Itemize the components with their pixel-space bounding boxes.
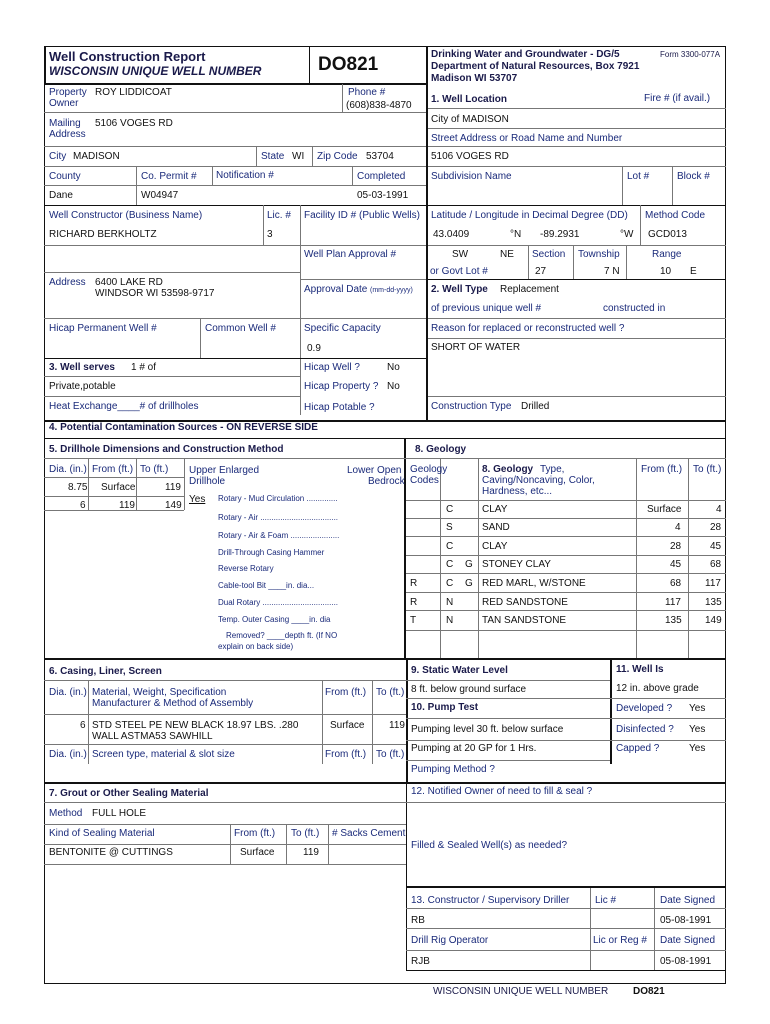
reason-label: Reason for replaced or reconstructed well ? [431, 323, 625, 334]
business-label: Well Constructor (Business Name) [49, 210, 203, 221]
drill-method-item: Rotary - Air ................................... [218, 513, 339, 522]
screen-label: Screen type, material & slot size [92, 749, 235, 760]
completed-label: Completed [357, 171, 406, 182]
grout-title: 7. Grout or Other Sealing Material [49, 788, 209, 799]
township: 7 N [604, 266, 620, 277]
lic-number: 3 [267, 229, 273, 240]
state: WI [292, 151, 305, 162]
phone-label: Phone # [348, 87, 386, 98]
permit: W04947 [141, 190, 179, 201]
geology-type-label: 8. Geology [482, 464, 534, 475]
geology-desc: CLAY [482, 504, 508, 515]
completed: 05-03-1991 [357, 190, 409, 201]
header-left-border [44, 46, 46, 84]
county: Dane [49, 190, 73, 201]
approval-date-label: Approval Date [304, 284, 368, 295]
drill-method-item: Drill-Through Casing Hammer [218, 548, 325, 557]
phone: (608)838-4870 [346, 100, 412, 111]
mailing-label-2: Address [49, 129, 86, 140]
geology-code-3: G [465, 559, 473, 570]
mailing-address: 5106 VOGES RD [95, 118, 173, 129]
lic-label: Lic. # [267, 210, 291, 221]
plan-approval-label: Well Plan Approval # [304, 249, 397, 260]
removed-note: Removed? ____depth ft. (If NO [226, 631, 338, 640]
form-title: Well Construction Report [49, 49, 206, 64]
geology-to: 28 [710, 522, 722, 533]
geology-to: 149 [705, 615, 722, 626]
upper-enlarged-label-2: Drillhole [189, 476, 226, 487]
range: 10 [660, 266, 672, 277]
well-location-title: 1. Well Location [431, 94, 507, 105]
developed: Yes [689, 703, 706, 714]
form-subtitle: WISCONSIN UNIQUE WELL NUMBER [49, 64, 262, 78]
date-signed-1: 05-08-1991 [660, 915, 712, 926]
casing-material-label: Material, Weight, Specification [92, 687, 227, 698]
county-label: County [49, 171, 81, 182]
removed-note-2: explain on back side) [218, 642, 294, 651]
quarter-2: NE [500, 249, 514, 260]
geology-codes-label: Geology [410, 464, 448, 475]
lower-open-label-2: Bedrock [368, 476, 405, 487]
drill-method-item: Temp. Outer Casing ____in. dia [218, 615, 331, 624]
latitude-dir: °N [510, 229, 522, 240]
pump-test-title: 10. Pump Test [411, 702, 479, 713]
drillhole-from: 119 [119, 500, 135, 511]
pumping-rate: Pumping at 20 GP for 1 Hrs. [411, 743, 537, 754]
screen-to-label: To (ft.) [376, 749, 405, 760]
geology-code-2: N [446, 597, 454, 608]
footer-label: WISCONSIN UNIQUE WELL NUMBER [433, 986, 609, 997]
date-signed-label-2: Date Signed [660, 935, 716, 946]
static-water-level: 8 ft. below ground surface [411, 684, 527, 695]
date-signed-label: Date Signed [660, 895, 716, 906]
zip-label: Zip Code [317, 151, 358, 162]
geology-code-2: S [446, 522, 453, 533]
casing-material-label-2: Manufacturer & Method of Assembly [92, 698, 254, 709]
well-serves-count: 1 # of [131, 362, 157, 373]
footer-well-number: DO821 [633, 986, 665, 997]
geology-code-2: C [446, 504, 454, 515]
hicap-property-label: Hicap Property ? [304, 381, 379, 392]
street: 5106 VOGES RD [431, 151, 509, 162]
lower-open-label: Lower Open [347, 465, 402, 476]
constructor-address-1: 6400 LAKE RD [95, 277, 163, 288]
geology-desc: RED MARL, W/STONE [482, 578, 586, 589]
drillhole-dia: 8.75 [68, 482, 88, 493]
well-type-title: 2. Well Type [431, 284, 488, 295]
geology-code-2: N [446, 615, 454, 626]
disinfected: Yes [689, 724, 706, 735]
operator-initials: RJB [411, 956, 430, 967]
mailing-label: Mailing [49, 118, 81, 129]
upper-enlarged-label: Upper Enlarged [189, 465, 260, 476]
drill-method-item: Cable-tool Bit ____in. dia... [218, 581, 315, 590]
grout-method: FULL HOLE [92, 808, 147, 819]
latlong-label: Latitude / Longitude in Decimal Degree (DD) [431, 210, 628, 221]
geology-desc: SAND [482, 522, 510, 533]
geology-type-label-1b: Type, [540, 464, 565, 475]
geology-to-label: To (ft.) [693, 464, 722, 475]
specific-capacity-label: Specific Capacity [304, 323, 381, 334]
well-is-title: 11. Well Is [616, 664, 664, 675]
well-number-box-left [309, 46, 310, 84]
hicap-potable-label: Hicap Potable ? [304, 402, 375, 413]
geology-from: 4 [675, 522, 681, 533]
geology-type-label-2: Caving/Noncaving, Color, [482, 475, 595, 486]
geology-to: 4 [716, 504, 722, 515]
drill-method-item: Dual Rotary .................................. [218, 598, 339, 607]
date-signed-2: 05-08-1991 [660, 956, 712, 967]
notification-label: Notification # [216, 170, 274, 181]
lic-or-reg-label: Lic or Reg # [593, 935, 647, 946]
geology-code-2: C [446, 541, 454, 552]
latitude: 43.0409 [433, 229, 470, 240]
well-serves-title: 3. Well serves [49, 362, 115, 373]
street-label: Street Address or Road Name and Number [431, 133, 623, 144]
city-label: City [49, 151, 67, 162]
drillhole-dia-label: Dia. (in.) [49, 464, 87, 475]
longitude-dir: °W [620, 229, 634, 240]
approval-date-format: (mm-dd-yyyy) [370, 287, 413, 294]
geology-desc: STONEY CLAY [482, 559, 551, 570]
sealing-from-label: From (ft.) [234, 828, 276, 839]
construction-type-label: Construction Type [431, 401, 512, 412]
permit-label: Co. Permit # [141, 171, 197, 182]
sealing-to-label: To (ft.) [291, 828, 320, 839]
geology-from: Surface [647, 504, 682, 515]
drill-method-item: Reverse Rotary [218, 564, 274, 573]
geology-code-2: C [446, 578, 454, 589]
geology-to: 117 [705, 578, 721, 589]
geology-from: 68 [670, 578, 682, 589]
geology-code-1: R [410, 597, 418, 608]
city: MADISON [73, 151, 120, 162]
screen-dia-label: Dia. (in.) [49, 749, 87, 760]
range-label: Range [652, 249, 682, 260]
constructor-address-label: Address [49, 277, 86, 288]
casing-dia: 6 [80, 720, 86, 731]
geology-code-3: G [465, 578, 473, 589]
method-code: GCD013 [648, 229, 687, 240]
constructed-in-label: constructed in [603, 303, 666, 314]
geology-code-1: T [410, 615, 417, 626]
drill-method-item: Rotary - Air & Foam ...................... [218, 531, 340, 540]
header-divider [44, 83, 427, 85]
constructor-address-2: WINDSOR WI 53598-9717 [95, 288, 215, 299]
geology-from: 117 [665, 597, 681, 608]
location-city: City of MADISON [431, 114, 509, 125]
quarter-1: SW [452, 249, 469, 260]
hicap-well: No [387, 362, 400, 373]
well-serves-type: Private,potable [49, 381, 116, 392]
reason: SHORT OF WATER [431, 342, 521, 353]
signature-lic-label: Lic # [595, 895, 617, 906]
hicap-permanent-label: Hicap Permanent Well # [49, 323, 157, 334]
township-label: Township [578, 249, 620, 260]
state-label: State [261, 151, 285, 162]
constructor-driller-label: 13. Constructor / Supervisory Driller [411, 895, 570, 906]
casing-title: 6. Casing, Liner, Screen [49, 666, 162, 677]
drill-method-yes-mark: Yes [189, 494, 206, 505]
rig-operator-label: Drill Rig Operator [411, 935, 489, 946]
geology-desc: TAN SANDSTONE [482, 615, 567, 626]
disinfected-label: Disinfected ? [616, 724, 674, 735]
geology-code-2: C [446, 559, 454, 570]
previous-well-label: of previous unique well # [431, 303, 542, 314]
construction-type: Drilled [521, 401, 550, 412]
casing-to-label: To (ft.) [376, 687, 405, 698]
drillhole-to: 149 [165, 500, 182, 511]
pumping-method-label: Pumping Method ? [411, 764, 495, 775]
well-is-value: 12 in. above grade [616, 683, 699, 694]
drillhole-from-label: From (ft.) [92, 464, 134, 475]
developed-label: Developed ? [616, 703, 673, 714]
drillhole-to-label: To (ft.) [140, 464, 169, 475]
geology-to: 45 [710, 541, 722, 552]
geology-from: 135 [665, 615, 682, 626]
capped: Yes [689, 743, 706, 754]
geology-from: 28 [670, 541, 682, 552]
common-well-label: Common Well # [205, 323, 276, 334]
agency-line-3: Madison WI 53707 [431, 73, 518, 84]
form-number: Form 3300-077A [660, 50, 721, 59]
zip: 53704 [366, 151, 394, 162]
section-label: Section [532, 249, 566, 260]
casing-to: 119 [389, 720, 405, 731]
geology-to: 135 [705, 597, 722, 608]
govt-lot-label: or Govt Lot # [430, 266, 488, 277]
hicap-well-label: Hicap Well ? [304, 362, 360, 373]
sealing-kind-label: Kind of Sealing Material [49, 828, 155, 839]
grout-method-label: Method [49, 808, 83, 819]
business-name: RICHARD BERKHOLTZ [49, 229, 157, 240]
property-owner: ROY LIDDICOAT [95, 87, 172, 98]
notified-owner-label: 12. Notified Owner of need to fill & seal ? [411, 786, 593, 797]
lot-label: Lot # [627, 171, 650, 182]
driller-initials: RB [411, 915, 425, 926]
longitude: -89.2931 [540, 229, 580, 240]
sealing-from: Surface [240, 847, 275, 858]
right-column-divider [426, 46, 428, 421]
geology-type-label-3: Hardness, etc... [482, 486, 553, 497]
heat-exchange: Heat Exchange____# of drillholes [49, 401, 199, 412]
facility-label: Facility ID # (Public Wells) [304, 210, 420, 221]
hicap-property: No [387, 381, 400, 392]
geology-to: 68 [710, 559, 722, 570]
contamination-title: 4. Potential Contamination Sources - ON REVERSE SIDE [49, 422, 318, 433]
specific-capacity: 0.9 [307, 343, 321, 354]
geology-desc: RED SANDSTONE [482, 597, 568, 608]
geology-codes-label-2: Codes [410, 475, 439, 486]
geology-from-label: From (ft.) [641, 464, 683, 475]
well-number: DO821 [318, 54, 379, 75]
casing-material: STD STEEL PE NEW BLACK 18.97 LBS. .280 [92, 720, 299, 731]
capped-label: Capped ? [616, 743, 660, 754]
geology-desc: CLAY [482, 541, 508, 552]
property-owner-label: Property [49, 87, 87, 98]
agency-line-1: Drinking Water and Groundwater - DG/5 [431, 49, 620, 60]
sealing-to: 119 [303, 847, 319, 858]
sacks-cement-label: # Sacks Cement [332, 828, 406, 839]
static-water-title: 9. Static Water Level [411, 665, 508, 676]
drill-method-item: Rotary - Mud Circulation .............. [218, 494, 338, 503]
pumping-level: Pumping level 30 ft. below surface [411, 724, 564, 735]
drillhole-to: 119 [165, 482, 181, 493]
block-label: Block # [677, 171, 710, 182]
drillhole-from: Surface [101, 482, 136, 493]
filled-sealed-label: Filled & Sealed Well(s) as needed? [411, 840, 568, 851]
fire-label: Fire # (if avail.) [644, 93, 711, 104]
geology-title: 8. Geology [415, 444, 467, 455]
range-dir: E [690, 266, 697, 277]
property-owner-label-2: Owner [49, 98, 79, 109]
casing-from: Surface [330, 720, 365, 731]
casing-from-label: From (ft.) [325, 687, 367, 698]
drillhole-dia: 6 [80, 500, 86, 511]
section: 27 [535, 266, 547, 277]
subdivision-label: Subdivision Name [431, 171, 512, 182]
geology-code-1: R [410, 578, 418, 589]
geology-from: 45 [670, 559, 682, 570]
method-code-label: Method Code [645, 210, 706, 221]
sealing-kind: BENTONITE @ CUTTINGS [49, 847, 173, 858]
casing-material-2: WALL ASTMA53 SAWHILL [92, 731, 213, 742]
screen-from-label: From (ft.) [325, 749, 367, 760]
well-type: Replacement [500, 284, 559, 295]
drillhole-title: 5. Drillhole Dimensions and Construction Method [49, 444, 284, 455]
agency-line-2: Department of Natural Resources, Box 7921 [431, 61, 640, 72]
casing-dia-label: Dia. (in.) [49, 687, 87, 698]
